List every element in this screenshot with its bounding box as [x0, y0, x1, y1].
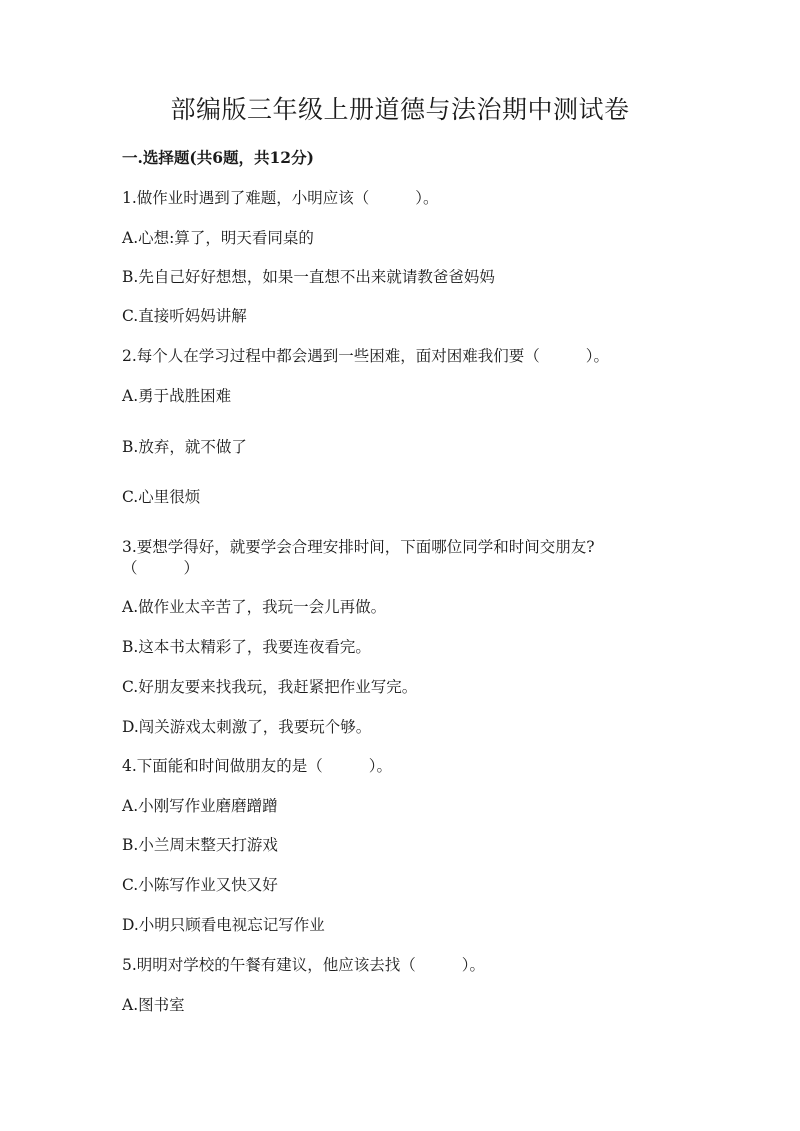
question-stem-text: 2.每个人在学习过程中都会遇到一些困难，面对困难我们要（: [122, 347, 540, 365]
question-stem-text: 5.明明对学校的午餐有建议，他应该去找（: [122, 956, 416, 974]
question-3-option-c: C.好朋友要来找我玩，我赶紧把作业写完。: [122, 678, 418, 696]
question-2-option-b: B.放弃，就不做了: [122, 438, 247, 456]
question-1-option-a: A.心想:算了，明天看同桌的: [122, 229, 314, 247]
question-4-option-c: C.小陈写作业又快又好: [122, 876, 278, 894]
question-1-option-b: B.先自己好好想想，如果一直想不出来就请教爸爸妈妈: [122, 268, 495, 286]
question-4-option-b: B.小兰周末整天打游戏: [122, 836, 278, 854]
question-stem-text: （: [122, 559, 138, 577]
question-stem-text: ）: [183, 559, 200, 577]
question-2-stem: [122, 345, 609, 367]
question-1-option-c: C.直接听妈妈讲解: [122, 307, 247, 325]
question-4-stem: [122, 755, 392, 777]
question-3-option-d: D.闯关游戏太刺激了，我要玩个够。: [122, 718, 372, 736]
question-stem-text: ）。: [585, 347, 610, 365]
question-3-stem: 3.要想学得好，就要学会合理安排时间，下面哪位同学和时间交朋友?: [122, 538, 595, 556]
question-stem-text: 1.做作业时遇到了难题，小明应该（: [122, 189, 370, 207]
question-3-stem-blank: [122, 557, 199, 579]
question-3-option-b: B.这本书太精彩了，我要连夜看完。: [122, 638, 371, 656]
question-4-option-a: A.小刚写作业磨磨蹭蹭: [122, 797, 278, 815]
question-3-option-a: A.做作业太辛苦了，我玩一会儿再做。: [122, 598, 387, 616]
question-2-option-c: C.心里很烦: [122, 488, 201, 506]
question-4-option-d: D.小明只顾看电视忘记写作业: [122, 916, 325, 934]
question-5-stem: [122, 954, 485, 976]
question-stem-text: ）。: [461, 956, 486, 974]
question-stem-text: ）。: [415, 189, 439, 207]
section-heading: 一.选择题(共6题，共12分): [122, 148, 314, 167]
question-stem-text: ）。: [368, 757, 393, 775]
question-stem-text: 4.下面能和时间做朋友的是（: [122, 757, 323, 775]
question-1-stem: [122, 187, 439, 209]
page-title: 部编版三年级上册道德与法治期中测试卷: [170, 95, 630, 124]
question-2-option-a: A.勇于战胜困难: [122, 387, 232, 405]
question-5-option-a: A.图书室: [122, 996, 185, 1014]
